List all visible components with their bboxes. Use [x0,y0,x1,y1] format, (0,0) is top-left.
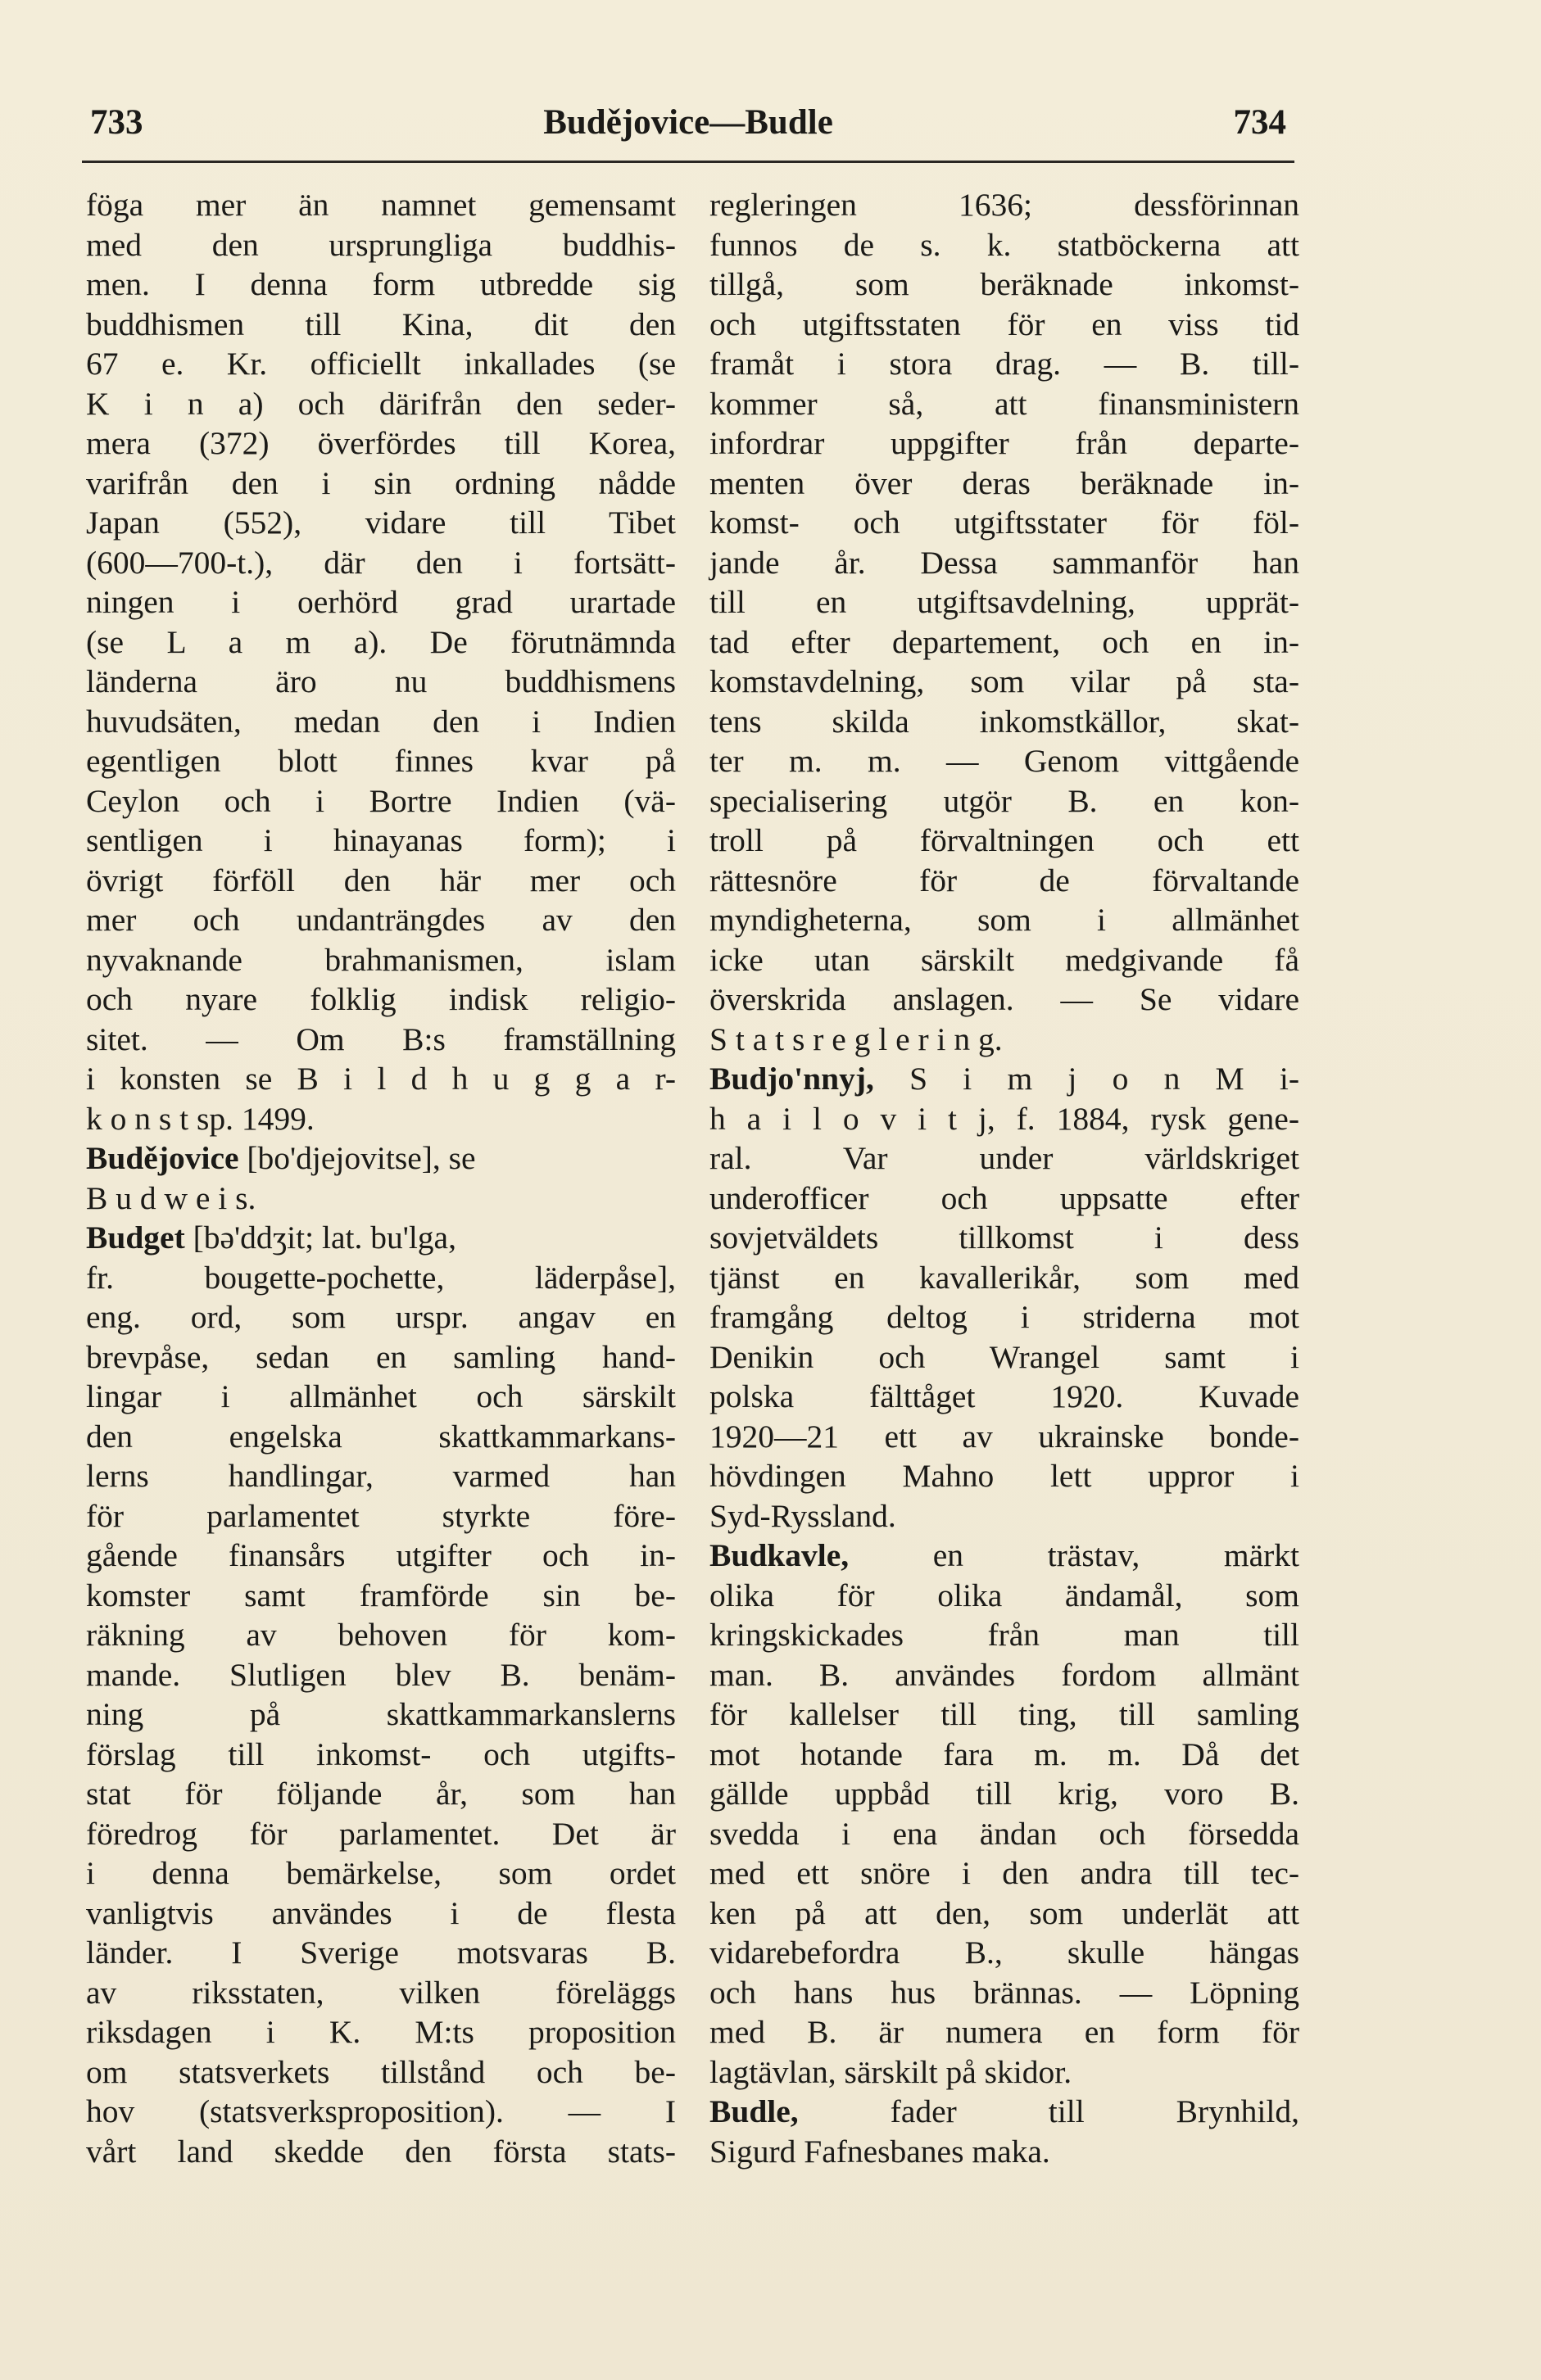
text-line: ter m. m. — Genom vittgående [709,743,1299,779]
text-line: tillgå, som beräknade inkomst- [709,266,1299,302]
headword-budget: Budget [86,1219,185,1256]
text-line: [bə'ddʒit; lat. bu'lga, [193,1219,456,1256]
text-line: komst- och utgiftsstater för föl- [709,505,1299,541]
text-line: rättesnöre för de förvaltande [709,862,1299,898]
text-line: och hans hus brännas. — Löpning [709,1974,1299,2011]
text-line: en trästav, märkt [932,1537,1300,1573]
text-line: nyvaknande brahmanismen, islam [86,941,676,978]
text-line: h a i l o v i t j, f. 1884, rysk gene- [709,1100,1299,1137]
entry-line [709,1536,1299,1576]
text-line: Sigurd Fafnesbanes maka. [709,2133,1050,2170]
running-title: Budějovice—Budle [543,103,833,142]
text-line: länderna äro nu buddhismens [86,663,676,699]
text-line: man. B. användes fordom allmänt [709,1656,1299,1693]
text-line: mande. Slutligen blev B. benäm- [86,1656,676,1693]
text-line: komstavdelning, som vilar på sta- [709,663,1299,699]
text-line: jande år. Dessa sammanför han [709,544,1299,581]
text-line: ningen i oerhörd grad urartade [86,584,676,620]
headword-budejovice: Budějovice [86,1140,239,1176]
text-line: fader till Brynhild, [890,2093,1300,2129]
text-line: föredrog för parlamentet. Det är [86,1815,676,1852]
text-line: och utgiftsstaten för en viss tid [709,305,1299,342]
text-line: riksdagen i K. M:ts proposition [86,2014,676,2050]
running-header [82,86,1294,164]
text-line: brevpåse, sedan en samling hand- [86,1338,676,1375]
text-line: tjänst en kavallerikår, som med [709,1259,1299,1296]
text-line: och nyare folklig indisk religio- [86,981,676,1017]
text-line: mera (372) överfördes till Korea, [86,425,676,461]
text-line: med ett snöre i den andra till tec- [709,1855,1299,1891]
text-line: B u d w e i s. [86,1179,256,1216]
text-line: mer och undanträngdes av den [86,902,676,938]
text-line: infordrar uppgifter från departe- [709,425,1299,461]
page-number-right: 734 [1233,103,1286,142]
text-line: kringskickades från man till [709,1617,1299,1653]
text-line: till en utgiftsavdelning, upprät- [709,584,1299,620]
text-line: sovjetväldets tillkomst i dess [709,1219,1299,1256]
headword-budle: Budle, [709,2093,799,2129]
text-line: menten över deras beräknade in- [709,464,1299,501]
text-line: komster samt framförde sin be- [86,1577,676,1613]
text-line: tad efter departement, och en in- [709,623,1299,660]
text-line: Denikin och Wrangel samt i [709,1338,1299,1375]
text-line: (600—700-t.), där den i fortsätt- [86,544,676,581]
text-line: den engelska skattkammarkans- [86,1418,676,1455]
text-line: hövdingen Mahno lett uppror i [709,1458,1299,1494]
text-line: polska fälttåget 1920. Kuvade [709,1378,1299,1414]
text-line: för parlamentet styrkte före- [86,1497,676,1534]
text-line: varifrån den i sin ordning nådde [86,464,676,501]
headword-budjonnyj: Budjo'nnyj, [709,1061,874,1097]
text-line: fr. bougette-pochette, läderpåse], [86,1259,676,1296]
text-line: egentligen blott finnes kvar på [86,743,676,779]
text-line: ken på att den, som underlät att [709,1894,1299,1931]
text-line: hov (statsverksproposition). — I [86,2093,676,2129]
text-line: men. I denna form utbredde sig [86,266,676,302]
text-line: med den ursprungliga buddhis- [86,226,676,263]
text-line: i konsten se B i l d h u g g a r- [86,1061,676,1097]
page-number-left: 733 [90,103,143,142]
text-line: räkning av behoven för kom- [86,1617,676,1653]
text-line: vårt land skedde den första stats- [86,2133,676,2170]
entry-line [709,1059,1299,1099]
text-line: ral. Var under världskriget [709,1140,1299,1176]
text-line: regleringen 1636; dessförinnan [709,187,1299,223]
text-line: för kallelser till ting, till samling [709,1696,1299,1732]
text-line: 1920—21 ett av ukrainske bonde- [709,1418,1299,1455]
text-line: övrigt förföll den här mer och [86,862,676,898]
text-line: svedda i ena ändan och försedda [709,1815,1299,1852]
text-line: Syd-Ryssland. [709,1497,896,1534]
text-line: specialisering utgör B. en kon- [709,782,1299,819]
text-line: vanligtvis användes i de flesta [86,1894,676,1931]
text-line: förslag till inkomst- och utgifts- [86,1735,676,1772]
text-line: Japan (552), vidare till Tibet [86,505,676,541]
text-line: eng. ord, som urspr. angav en [86,1299,676,1335]
text-line: myndigheterna, som i allmänhet [709,902,1299,938]
text-line: framåt i stora drag. — B. till- [709,346,1299,382]
text-line: ning på skattkammarkanslerns [86,1696,676,1732]
text-line: vidarebefordra B., skulle hängas [709,1934,1299,1971]
text-line: mot hotande fara m. m. Då det [709,1735,1299,1772]
entry-line [86,1218,676,1258]
text-line: länder. I Sverige motsvaras B. [86,1934,676,1971]
text-line: buddhismen till Kina, dit den [86,305,676,342]
text-line: S i m j o n M i- [909,1061,1299,1097]
text-line: sentligen i hinayanas form); i [86,822,676,858]
text-line: stat för följande år, som han [86,1776,676,1812]
text-line: om statsverkets tillstånd och be- [86,2053,676,2090]
text-line: lagtävlan, särskilt på skidor. [709,2053,1072,2090]
text-line: med B. är numera en form för [709,2014,1299,2050]
header-rule [82,161,1294,163]
text-line: gående finansårs utgifter och in- [86,1537,676,1573]
text-line: [bo'djejovitse], se [247,1140,476,1176]
text-line: av riksstaten, vilken föreläggs [86,1974,676,2011]
left-column [86,185,676,2171]
text-line: huvudsäten, medan den i Indien [86,703,676,740]
text-line: lingar i allmänhet och särskilt [86,1378,676,1414]
text-line: tens skilda inkomstkällor, skat- [709,703,1299,740]
text-line: funnos de s. k. statböckerna att [709,226,1299,263]
text-line: olika för olika ändamål, som [709,1577,1299,1613]
text-line: Ceylon och i Bortre Indien (vä- [86,782,676,819]
text-line: troll på förvaltningen och ett [709,822,1299,858]
right-column [709,185,1299,2171]
text-line: lerns handlingar, varmed han [86,1458,676,1494]
text-line: k o n s t sp. 1499. [86,1100,315,1137]
entry-line [709,2092,1299,2132]
text-line: icke utan särskilt medgivande få [709,941,1299,978]
text-line: S t a t s r e g l e r i n g. [709,1020,1003,1057]
entry-line [86,1138,676,1179]
text-line: K i n a) och därifrån den seder- [86,385,676,422]
text-line: 67 e. Kr. officiellt inkallades (se [86,346,676,382]
text-line: föga mer än namnet gemensamt [86,187,676,223]
text-line: underofficer och uppsatte efter [709,1179,1299,1216]
headword-budkavle: Budkavle, [709,1537,850,1573]
text-line: överskrida anslagen. — Se vidare [709,981,1299,1017]
text-line: (se L a m a). De förutnämnda [86,623,676,660]
text-line: sitet. — Om B:s framställning [86,1020,676,1057]
text-line: i denna bemärkelse, som ordet [86,1855,676,1891]
text-line: gällde uppbåd till krig, voro B. [709,1776,1299,1812]
text-line: framgång deltog i striderna mot [709,1299,1299,1335]
text-line: kommer så, att finansministern [709,385,1299,422]
